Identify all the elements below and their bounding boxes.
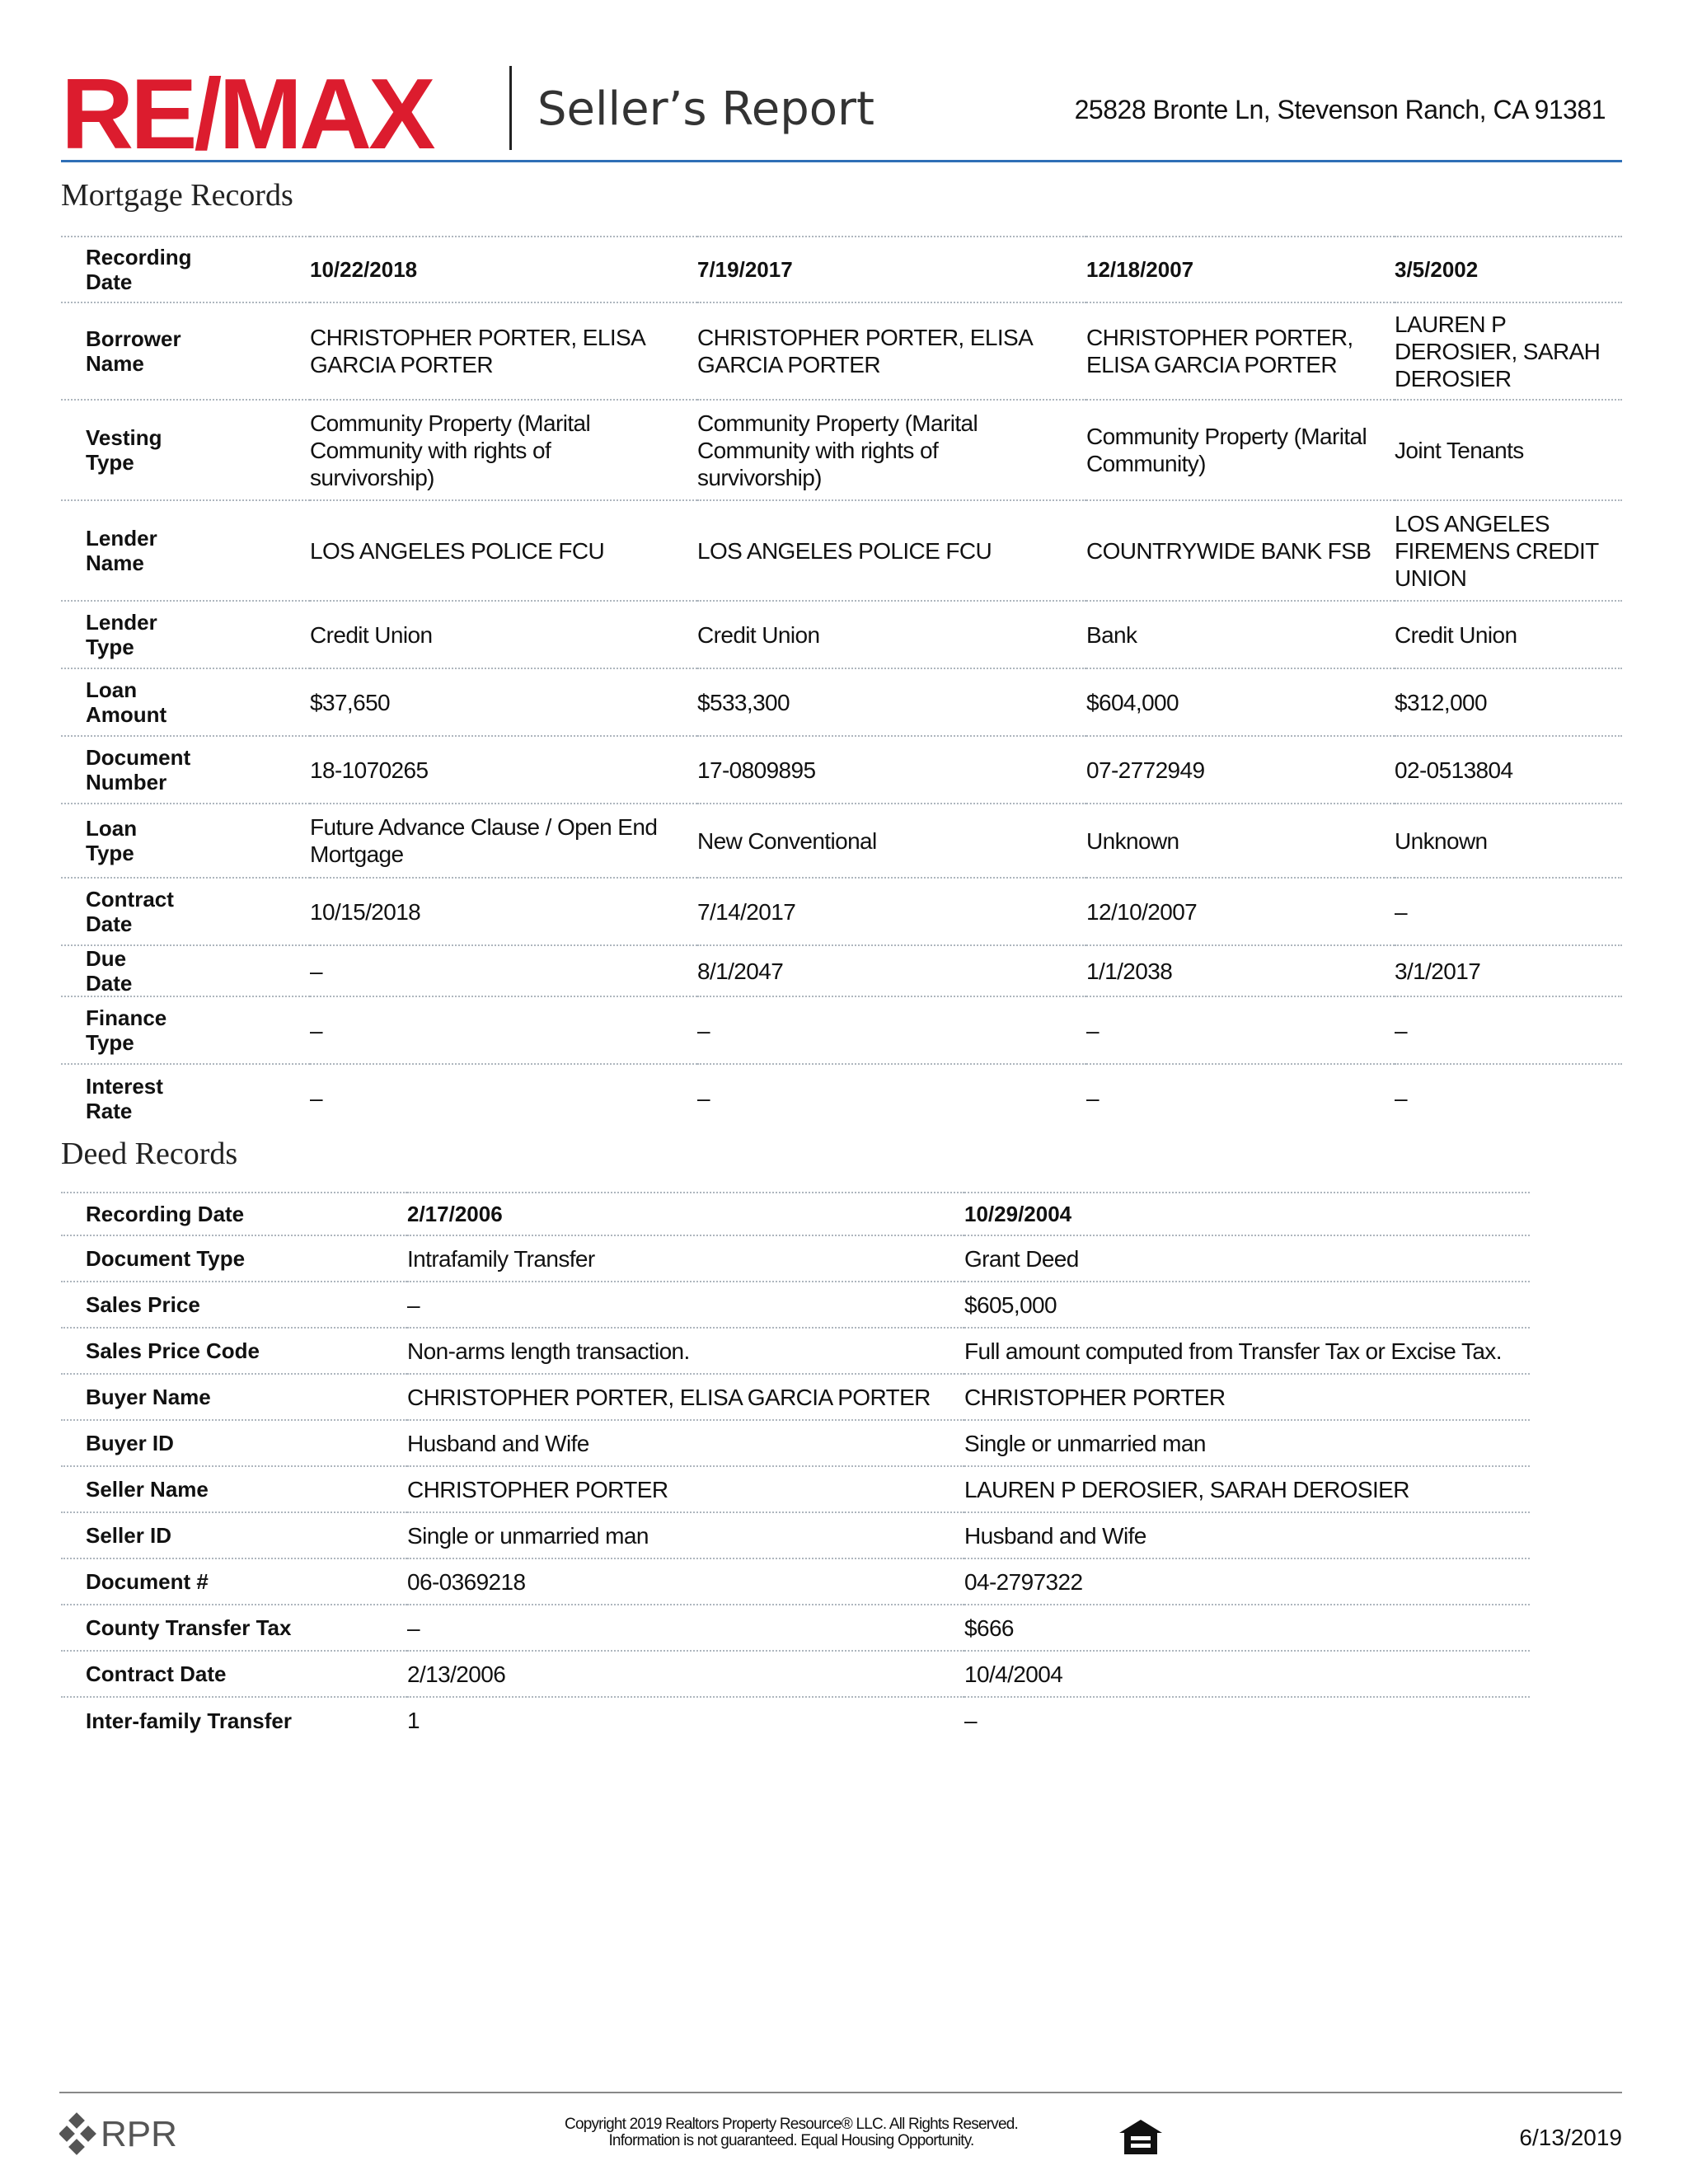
row-value: Community Property (Marital Community with rights of survivorship) [310,400,697,500]
row-value: 7/19/2017 [697,237,1086,302]
row-label: Document Number [61,736,310,804]
row-value: CHRISTOPHER PORTER [964,1374,1530,1420]
row-label: County Transfer Tax [61,1605,407,1651]
row-value: 2/17/2006 [407,1193,964,1235]
row-label: Seller ID [61,1512,407,1558]
report-title: Seller’s Report [537,82,875,136]
row-value: LAUREN P DEROSIER, SARAH DEROSIER [964,1466,1530,1512]
table-row [61,1466,1530,1512]
row-value: Credit Union [310,601,697,668]
row-value: – [1086,996,1395,1064]
row-label: Document Type [61,1235,407,1282]
row-value: $533,300 [697,668,1086,736]
table-row [61,996,1622,1064]
table-row [61,668,1622,736]
row-value: – [1395,878,1622,945]
deed-records-table [61,1192,1530,1743]
row-label: Loan Type [61,804,310,878]
row-value: 2/13/2006 [407,1651,964,1697]
row-value: 18-1070265 [310,736,697,804]
row-label: Recording Date [61,1193,407,1235]
row-value: – [697,996,1086,1064]
row-label: Interest Rate [86,1073,163,1123]
mortgage-records-table [61,236,1622,1132]
header-rule [61,160,1622,162]
header-divider [509,66,512,150]
row-value: Joint Tenants [1395,400,1622,500]
row-value: 02-0513804 [1395,736,1622,804]
row-value: Full amount computed from Transfer Tax or Excise Tax. [964,1328,1530,1374]
table-row [61,1193,1530,1235]
row-value: Husband and Wife [964,1512,1530,1558]
row-label: Lender Type [61,601,310,668]
row-value: $666 [964,1605,1530,1651]
row-value: 7/14/2017 [697,878,1086,945]
row-value: 1/1/2038 [1086,945,1395,996]
row-value: Unknown [1395,804,1622,878]
table-row [61,945,1622,996]
row-value: LOS ANGELES POLICE FCU [697,500,1086,601]
table-row [61,1605,1530,1651]
row-label: Borrower Name [61,302,310,400]
table-row [61,878,1622,945]
row-value: 06-0369218 [407,1558,964,1605]
row-label: Contract Date [61,1651,407,1697]
row-value: LOS ANGELES FIREMENS CREDIT UNION [1395,500,1622,601]
table-row [61,1697,1530,1743]
copyright-line-2: Information is not guaranteed. Equal Housing Opportunity. [608,2132,974,2149]
row-label: Buyer ID [61,1420,407,1466]
row-value: $604,000 [1086,668,1395,736]
row-value: CHRISTOPHER PORTER [407,1466,964,1512]
row-value: – [1395,1085,1407,1111]
row-value: Community Property (Marital Community) [1086,400,1395,500]
row-label: Document # [61,1558,407,1605]
footer-rule [59,2092,1622,2093]
row-value: 10/22/2018 [310,237,697,302]
row-label: Vesting Type [61,400,310,500]
row-value: CHRISTOPHER PORTER, ELISA GARCIA PORTER [407,1374,964,1420]
row-value: Unknown [1086,804,1395,878]
row-value: CHRISTOPHER PORTER, ELISA GARCIA PORTER [1086,302,1395,400]
row-value: Future Advance Clause / Open End Mortgage [310,804,697,878]
row-value: Non-arms length transaction. [407,1328,964,1374]
table-row [61,1235,1530,1282]
row-value: CHRISTOPHER PORTER, ELISA GARCIA PORTER [310,302,697,400]
table-row [61,302,1622,400]
rpr-logo-text: RPR [101,2114,177,2154]
row-value: COUNTRYWIDE BANK FSB [1086,500,1395,601]
copyright-line-1: Copyright 2019 Realtors Property Resource® LLC. All Rights Reserved. [565,2116,1018,2133]
row-value: – [697,1085,710,1111]
row-value: – [1086,1085,1099,1111]
table-row [61,804,1622,878]
mortgage-records-title: Mortgage Records [61,178,293,213]
copyright-notice [462,2116,1121,2149]
row-value: – [310,945,697,996]
row-value: Single or unmarried man [407,1512,964,1558]
row-label: Seller Name [61,1466,407,1512]
row-value: – [964,1708,977,1733]
row-value: 12/10/2007 [1086,878,1395,945]
row-value: 8/1/2047 [697,945,1086,996]
table-row [61,736,1622,804]
equal-housing-icon [1118,2118,1164,2156]
remax-logo-text: RE/MAX [61,66,433,157]
table-row [61,1420,1530,1466]
table-row [61,1064,1622,1132]
row-label: Sales Price [61,1282,407,1328]
row-value: 10/15/2018 [310,878,697,945]
table-row [61,1282,1530,1328]
row-label: Sales Price Code [61,1328,407,1374]
remax-logo [61,66,490,157]
row-value: $605,000 [964,1282,1530,1328]
row-value: Grant Deed [964,1235,1530,1282]
row-value: 3/1/2017 [1395,945,1622,996]
row-value: 1 [407,1708,420,1733]
row-value: LAUREN P DEROSIER, SARAH DEROSIER [1395,302,1622,400]
row-label: Due Date [61,945,310,996]
row-label: Buyer Name [61,1374,407,1420]
row-value: – [310,996,697,1064]
property-address: 25828 Bronte Ln, Stevenson Ranch, CA 91381 [1074,95,1606,124]
table-row [61,1558,1530,1605]
row-label: Lender Name [61,500,310,601]
row-value: New Conventional [697,804,1086,878]
row-value: LOS ANGELES POLICE FCU [310,500,697,601]
row-value: Bank [1086,601,1395,668]
row-value: Community Property (Marital Community with rights of survivorship) [697,400,1086,500]
row-value: 10/29/2004 [964,1193,1530,1235]
row-value: $37,650 [310,668,697,736]
row-value: 07-2772949 [1086,736,1395,804]
table-row [61,1512,1530,1558]
table-row [61,1328,1530,1374]
row-value: 12/18/2007 [1086,237,1395,302]
row-value: Credit Union [697,601,1086,668]
row-label: Loan Amount [61,668,310,736]
row-value: $312,000 [1395,668,1622,736]
table-row [61,601,1622,668]
row-label: Finance Type [61,996,310,1064]
row-value: 10/4/2004 [964,1651,1530,1697]
row-value: 04-2797322 [964,1558,1530,1605]
row-label: Recording Date [61,237,310,302]
row-value: CHRISTOPHER PORTER, ELISA GARCIA PORTER [697,302,1086,400]
deed-records-title: Deed Records [61,1137,238,1171]
row-value: 3/5/2002 [1395,237,1622,302]
report-date: 6/13/2019 [1519,2125,1622,2150]
row-value: 17-0809895 [697,736,1086,804]
table-row [61,237,1622,302]
row-value: – [407,1605,964,1651]
row-value: Husband and Wife [407,1420,964,1466]
table-row [61,500,1622,601]
row-label: Inter-family Transfer [86,1708,292,1733]
row-value: Single or unmarried man [964,1420,1530,1466]
table-row [61,400,1622,500]
row-value: – [310,1085,322,1111]
row-value: – [1395,996,1622,1064]
row-value: Credit Union [1395,601,1622,668]
row-value: – [407,1282,964,1328]
table-row [61,1374,1530,1420]
rpr-logo-icon [59,2110,199,2159]
row-value: Intrafamily Transfer [407,1235,964,1282]
row-label: Contract Date [61,878,310,945]
table-row [61,1651,1530,1697]
